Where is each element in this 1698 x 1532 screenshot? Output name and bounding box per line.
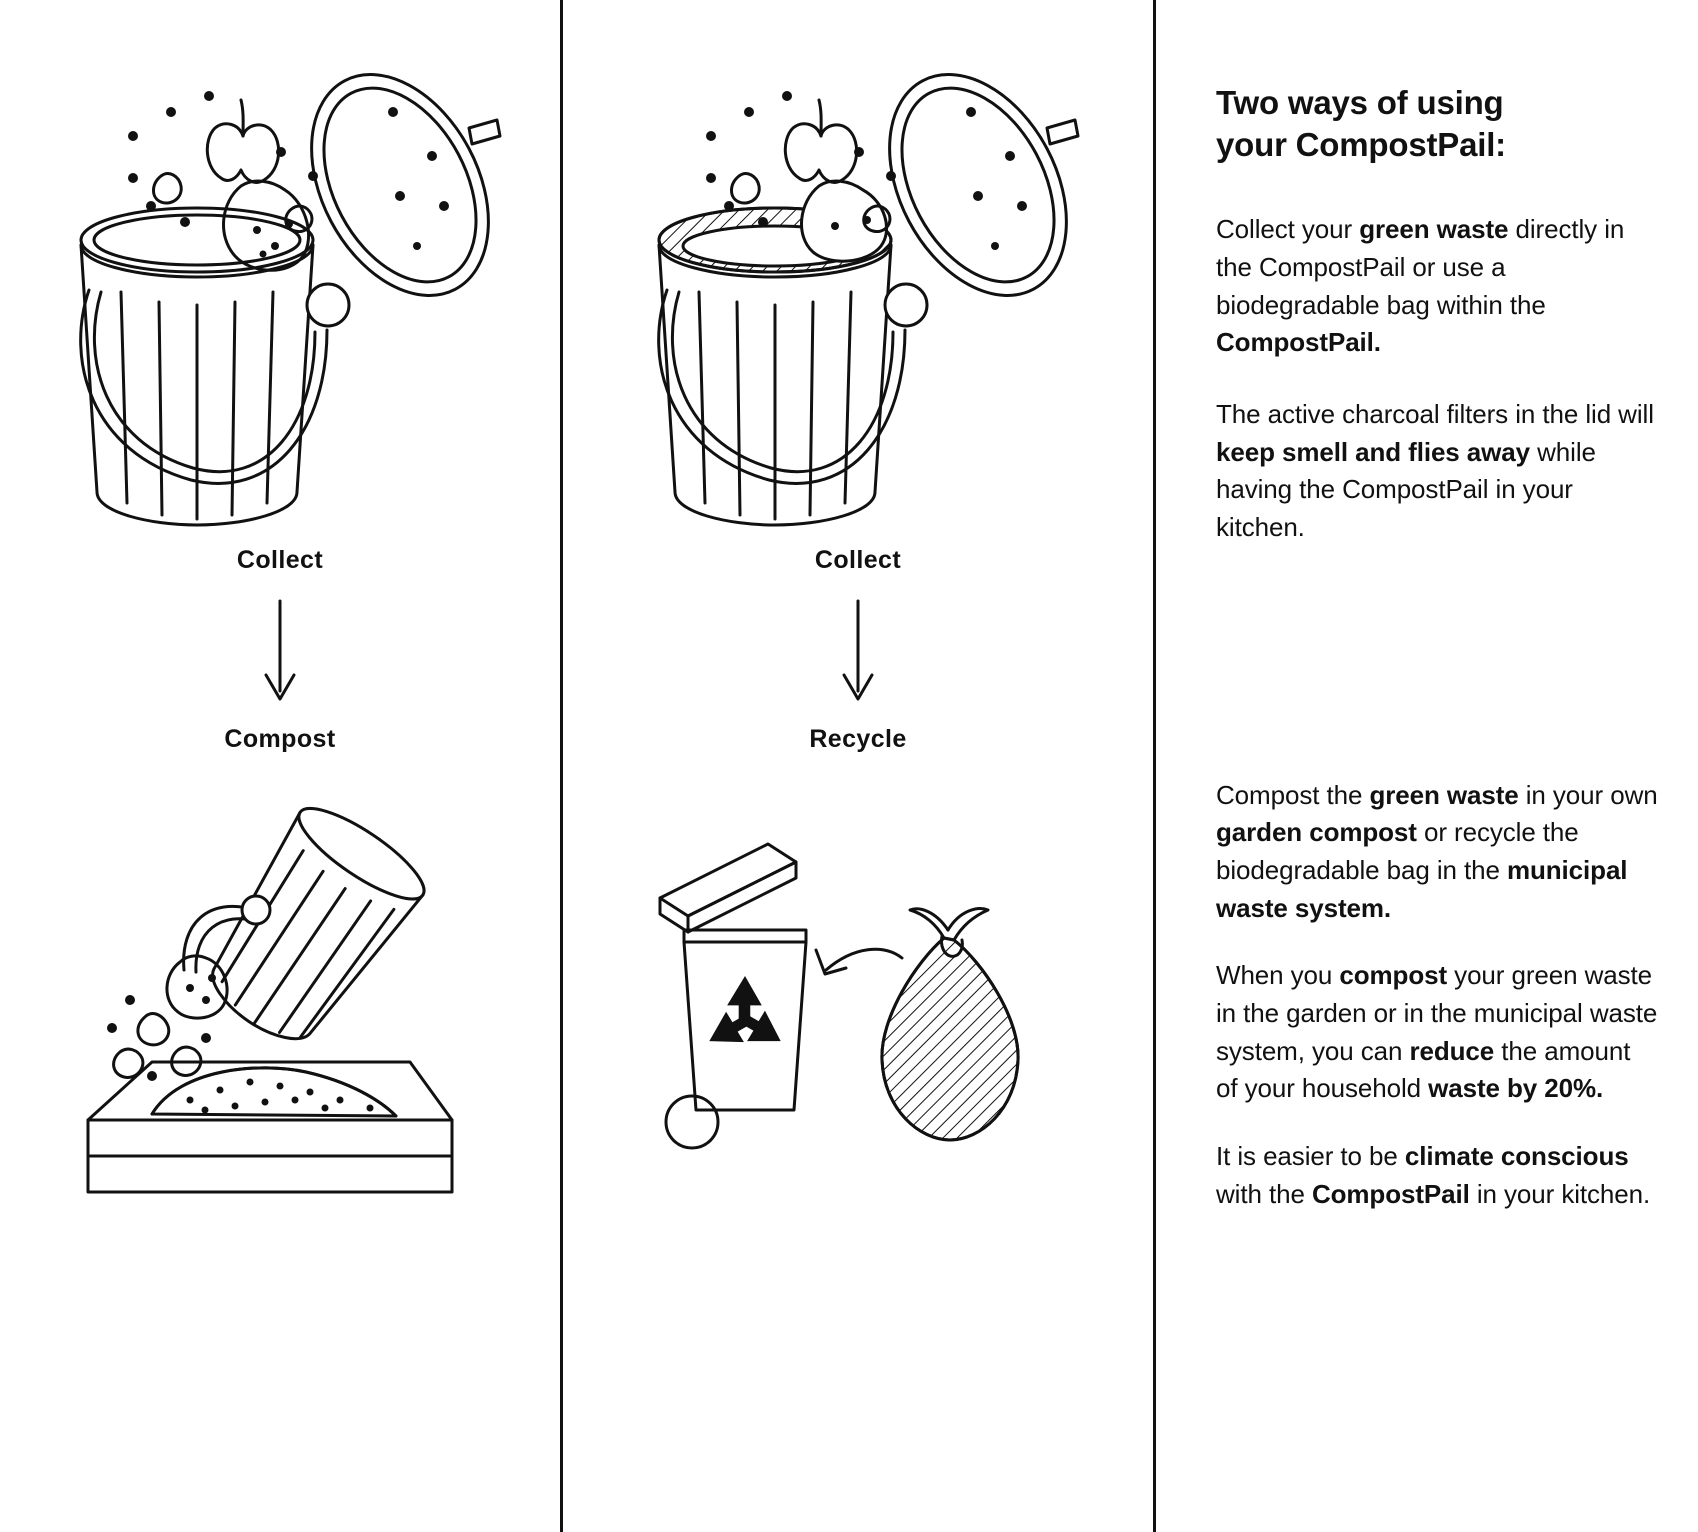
compost-step-compost-label: Compost bbox=[224, 725, 336, 753]
column-compost bbox=[0, 0, 560, 1532]
spacer bbox=[1216, 581, 1658, 777]
compost-step-compost bbox=[0, 725, 560, 1220]
paragraph-charcoal-filter: The active charcoal filters in the lid will keep smell and flies away while having the CompostPail in your kitchen. bbox=[1216, 398, 1654, 542]
down-arrow-icon bbox=[260, 599, 300, 705]
recycle-step-collect-label: Collect bbox=[814, 546, 902, 574]
paragraph-climate-conscious: It is easier to be climate conscious with the CompostPail in your kitchen. bbox=[1216, 1141, 1651, 1209]
open-compost-pail-with-food-scraps-icon bbox=[45, 0, 515, 540]
down-arrow-icon bbox=[838, 599, 878, 705]
page-title bbox=[1216, 82, 1658, 165]
paragraph-collect: Collect your green waste directly in the CompostPail or use a biodegradable bag within the CompostPail. bbox=[1216, 214, 1625, 358]
wheelie-bin-with-recycling-symbol-and-tied-bag-icon bbox=[648, 810, 1068, 1180]
headline-line-1: Two ways of using bbox=[1216, 84, 1504, 121]
recycle-flow-arrow bbox=[563, 599, 1153, 705]
recycle-step-collect bbox=[563, 0, 1153, 575]
paragraph-compost-or-recycle: Compost the green waste in your own garden compost or recycle the biodegradable bag in the municipal waste system. bbox=[1216, 779, 1658, 923]
headline-line-2: your CompostPail: bbox=[1216, 125, 1506, 163]
pail-emptying-into-garden-compost-icon bbox=[60, 800, 500, 1220]
recycle-step-recycle-label: Recycle bbox=[809, 725, 907, 753]
paragraph-reduce-waste: When you compost your green waste in the garden or in the municipal waste system, you can reduce the amount of your household waste by 20%. bbox=[1216, 960, 1658, 1104]
open-compost-pail-with-biodegradable-bag-icon bbox=[623, 0, 1093, 540]
compost-step-collect-label: Collect bbox=[236, 546, 324, 574]
recycle-step-recycle bbox=[563, 725, 1153, 1180]
column-recycle bbox=[563, 0, 1153, 1532]
compost-step-collect bbox=[0, 0, 560, 575]
compost-flow-arrow bbox=[0, 599, 560, 705]
column-text bbox=[1156, 0, 1698, 1532]
